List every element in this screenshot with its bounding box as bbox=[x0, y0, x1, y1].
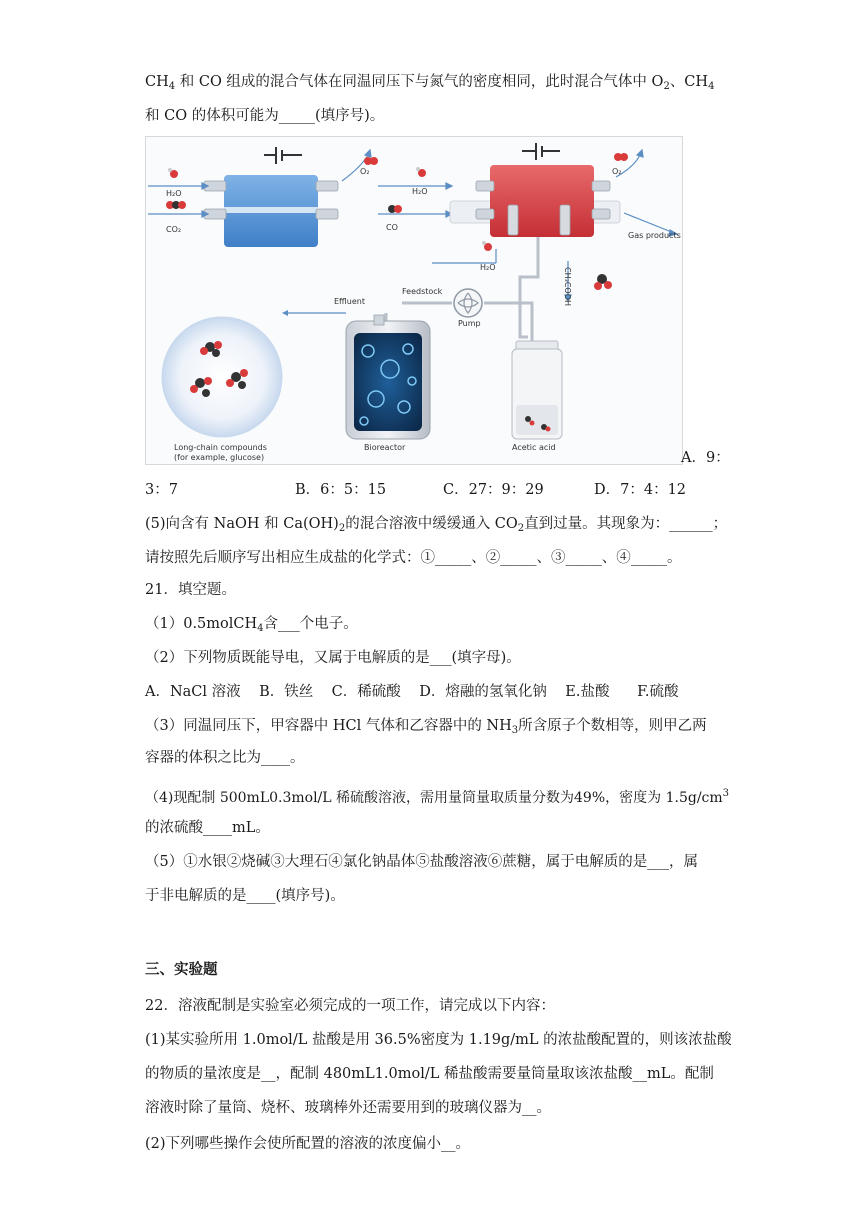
q21-p2: （2）下列物质既能导电，又属于电解质的是___(填字母)。 bbox=[145, 650, 521, 666]
subscript: 2 bbox=[663, 81, 670, 92]
pump bbox=[454, 289, 482, 317]
text-run: 含___个电子。 bbox=[263, 616, 358, 632]
label-effluent: Effluent bbox=[334, 297, 365, 306]
long-chain-bubble bbox=[162, 317, 282, 437]
q21-p3-line-1 bbox=[145, 716, 732, 741]
blue-electrolyzer bbox=[204, 175, 338, 247]
q21-p1 bbox=[145, 614, 732, 639]
option-a-head: A．9： bbox=[681, 450, 730, 466]
q21-p4-line-1 bbox=[145, 784, 732, 808]
label-co-mid: CO bbox=[386, 223, 398, 232]
text-run: 的混合溶液中缓缓通入 CO bbox=[345, 516, 518, 532]
q20-p5-line-1 bbox=[145, 514, 732, 539]
text-run: （3）同温同压下，甲容器中 HCl 气体和乙容器中的 NH bbox=[145, 718, 512, 734]
subscript: 4 bbox=[257, 623, 264, 634]
text-run: 、CH bbox=[669, 74, 709, 90]
text-run: （4)现配制 500mL0.3mol/L 稀硫酸溶液，需用量筒量取质量分数为49%，密度为 1.5g/cm bbox=[145, 790, 723, 806]
q21-p4-line-2: 的浓硫酸____mL。 bbox=[145, 820, 270, 836]
label-h2o-bottom: H₂O bbox=[480, 263, 496, 272]
acetic-acid-bottle bbox=[512, 341, 562, 439]
label-h2o-mid: H₂O bbox=[412, 187, 428, 196]
text-run: (5)向含有 NaOH 和 Ca(OH) bbox=[145, 516, 339, 532]
text-run: 直到过量。其现象为：______； bbox=[524, 516, 728, 532]
q22-p1-line-3: 溶液时除了量筒、烧杯、玻璃棒外还需要用到的玻璃仪器为__。 bbox=[145, 1100, 551, 1116]
q21-p2-options: A．NaCl 溶液 B．铁丝 C．稀硫酸 D．熔融的氢氧化钠 E.盐酸 F.硫酸 bbox=[145, 684, 679, 700]
section-heading: 三、实验题 bbox=[145, 961, 218, 978]
label-long-chain-2: (for example, glucose) bbox=[174, 453, 265, 462]
red-electrolyzer bbox=[450, 165, 620, 237]
label-o2-out-2: O₂ bbox=[612, 167, 622, 176]
subscript: 4 bbox=[708, 81, 715, 92]
label-long-chain-1: Long-chain compounds bbox=[174, 443, 267, 452]
text-run: 和 CO 组成的混合气体在同温同压下与氮气的密度相同，此时混合气体中 O bbox=[175, 74, 664, 90]
subscript: 2 bbox=[338, 523, 346, 534]
label-feedstock: Feedstock bbox=[402, 287, 443, 296]
q22-p1-line-2: 的物质的量浓度是__，配制 480mL1.0mol/L 稀盐酸需要量筒量取该浓盐酸__mL。配制 bbox=[145, 1066, 714, 1082]
q22-p2-line-1: (2)下列哪些操作会使所配置的溶液的浓度偏小__。 bbox=[145, 1136, 471, 1152]
q22-p1-line-1: (1)某实验所用 1.0mol/L 盐酸是用 36.5%密度为 1.19g/mL 的浓盐酸配置的，则该浓盐酸 bbox=[145, 1032, 732, 1048]
q22-title: 22．溶液配制是实验室必须完成的一项工作，请完成以下内容： bbox=[145, 998, 555, 1014]
q21-p3-line-2: 容器的体积之比为____。 bbox=[145, 750, 305, 766]
subscript: 3 bbox=[511, 725, 519, 736]
text-run: （1）0.5molCH bbox=[145, 616, 258, 632]
q20-text-line-1 bbox=[145, 72, 732, 97]
label-o2-out-1: O₂ bbox=[360, 167, 370, 176]
label-acetic-acid: Acetic acid bbox=[512, 443, 556, 452]
q21-p5-line-1: （5）①水银②烧碱③大理石④氯化钠晶体⑤盐酸溶液⑥蔗糖，属于电解质的是___，属 bbox=[145, 854, 698, 870]
label-h2o-in: H₂O bbox=[166, 189, 182, 198]
subscript: 2 bbox=[517, 523, 525, 534]
text-run: 所含原子个数相等，则甲乙两 bbox=[518, 718, 707, 734]
q20-text-line-2: 和 CO 的体积可能为_____(填序号)。 bbox=[145, 108, 385, 124]
option-b: B．6：5：15 bbox=[295, 482, 387, 498]
co2-electrolysis-bioreactor-diagram bbox=[145, 136, 683, 465]
label-bioreactor: Bioreactor bbox=[364, 443, 406, 452]
subscript: 4 bbox=[168, 81, 176, 92]
superscript: 3 bbox=[722, 788, 730, 799]
q20-p5-line-2: 请按照先后顺序写出相应生成盐的化学式：①_____、②_____、③_____、④_____。 bbox=[145, 550, 682, 566]
q21-p5-line-2: 于非电解质的是____(填序号)。 bbox=[145, 888, 345, 904]
label-ch3cooh: CH₃COOH bbox=[563, 267, 572, 307]
q21-title: 21．填空题。 bbox=[145, 582, 236, 598]
label-gas-products: Gas products bbox=[628, 231, 681, 240]
label-pump: Pump bbox=[458, 319, 481, 328]
text-run: CH bbox=[145, 74, 169, 90]
option-c: C．27：9：29 bbox=[443, 482, 544, 498]
battery-symbol-1 bbox=[264, 147, 302, 164]
bioreactor bbox=[346, 315, 430, 439]
option-a-tail: 3：7 bbox=[145, 482, 178, 498]
label-co2-in: CO₂ bbox=[166, 225, 182, 234]
option-d: D．7：4：12 bbox=[594, 482, 687, 498]
battery-symbol-2 bbox=[522, 143, 560, 160]
